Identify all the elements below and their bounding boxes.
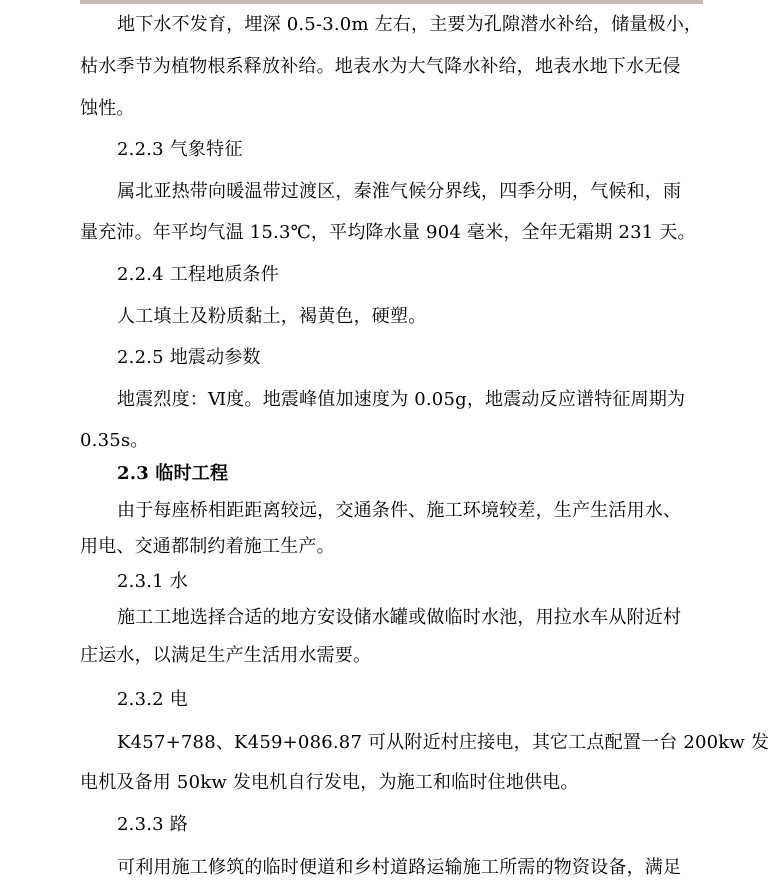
paragraph-line: 量充沛。年平均气温 15.3℃，平均降水量 904 毫米，全年无霜期 231 天。: [80, 222, 696, 243]
section-heading-2-3-3: 2.3.3 路: [117, 814, 188, 835]
paragraph-line: 枯水季节为植物根系释放补给。地表水为大气降水补给，地表水地下水无侵: [80, 56, 681, 77]
paragraph-line: 庄运水，以满足生产生活用水需要。: [80, 645, 372, 666]
paragraph-line: 人工填土及粉质黏土，褐黄色，硬塑。: [117, 306, 427, 327]
paragraph-line: 用电、交通都制约着施工生产。: [80, 536, 335, 557]
paragraph-line: 0.35s。: [80, 430, 149, 451]
paragraph-line: 电机及备用 50kw 发电机自行发电，为施工和临时住地供电。: [80, 772, 579, 793]
section-heading-2-2-4: 2.2.4 工程地质条件: [117, 264, 279, 285]
section-heading-2-3: 2.3 临时工程: [117, 463, 229, 484]
section-heading-2-2-5: 2.2.5 地震动参数: [117, 347, 261, 368]
paragraph-line: 施工工地选择合适的地方安设储水罐或做临时水池，用拉水车从附近村: [117, 607, 682, 628]
paragraph-line: 属北亚热带向暖温带过渡区，秦淮气候分界线，四季分明，气候和，雨: [117, 181, 682, 202]
paragraph-line: 地震烈度：Ⅵ度。地震峰值加速度为 0.05g，地震动反应谱特征周期为: [117, 389, 686, 410]
paragraph-line: 蚀性。: [80, 98, 135, 119]
paragraph-line: K457+788、K459+086.87 可从附近村庄接电，其它工点配置一台 200kw 发: [117, 732, 770, 753]
paragraph-line: 地下水不发育，埋深 0.5-3.0m 左右，主要为孔隙潜水补给，储量极小，: [117, 14, 703, 35]
section-heading-2-3-2: 2.3.2 电: [117, 689, 188, 710]
section-heading-2-3-1: 2.3.1 水: [117, 571, 188, 592]
paragraph-line: 由于每座桥相距距离较远，交通条件、施工环境较差，生产生活用水、: [117, 500, 682, 521]
section-heading-2-2-3: 2.2.3 气象特征: [117, 139, 243, 160]
paragraph-line: 可利用施工修筑的临时便道和乡村道路运输施工所需的物资设备，满足: [117, 857, 682, 878]
